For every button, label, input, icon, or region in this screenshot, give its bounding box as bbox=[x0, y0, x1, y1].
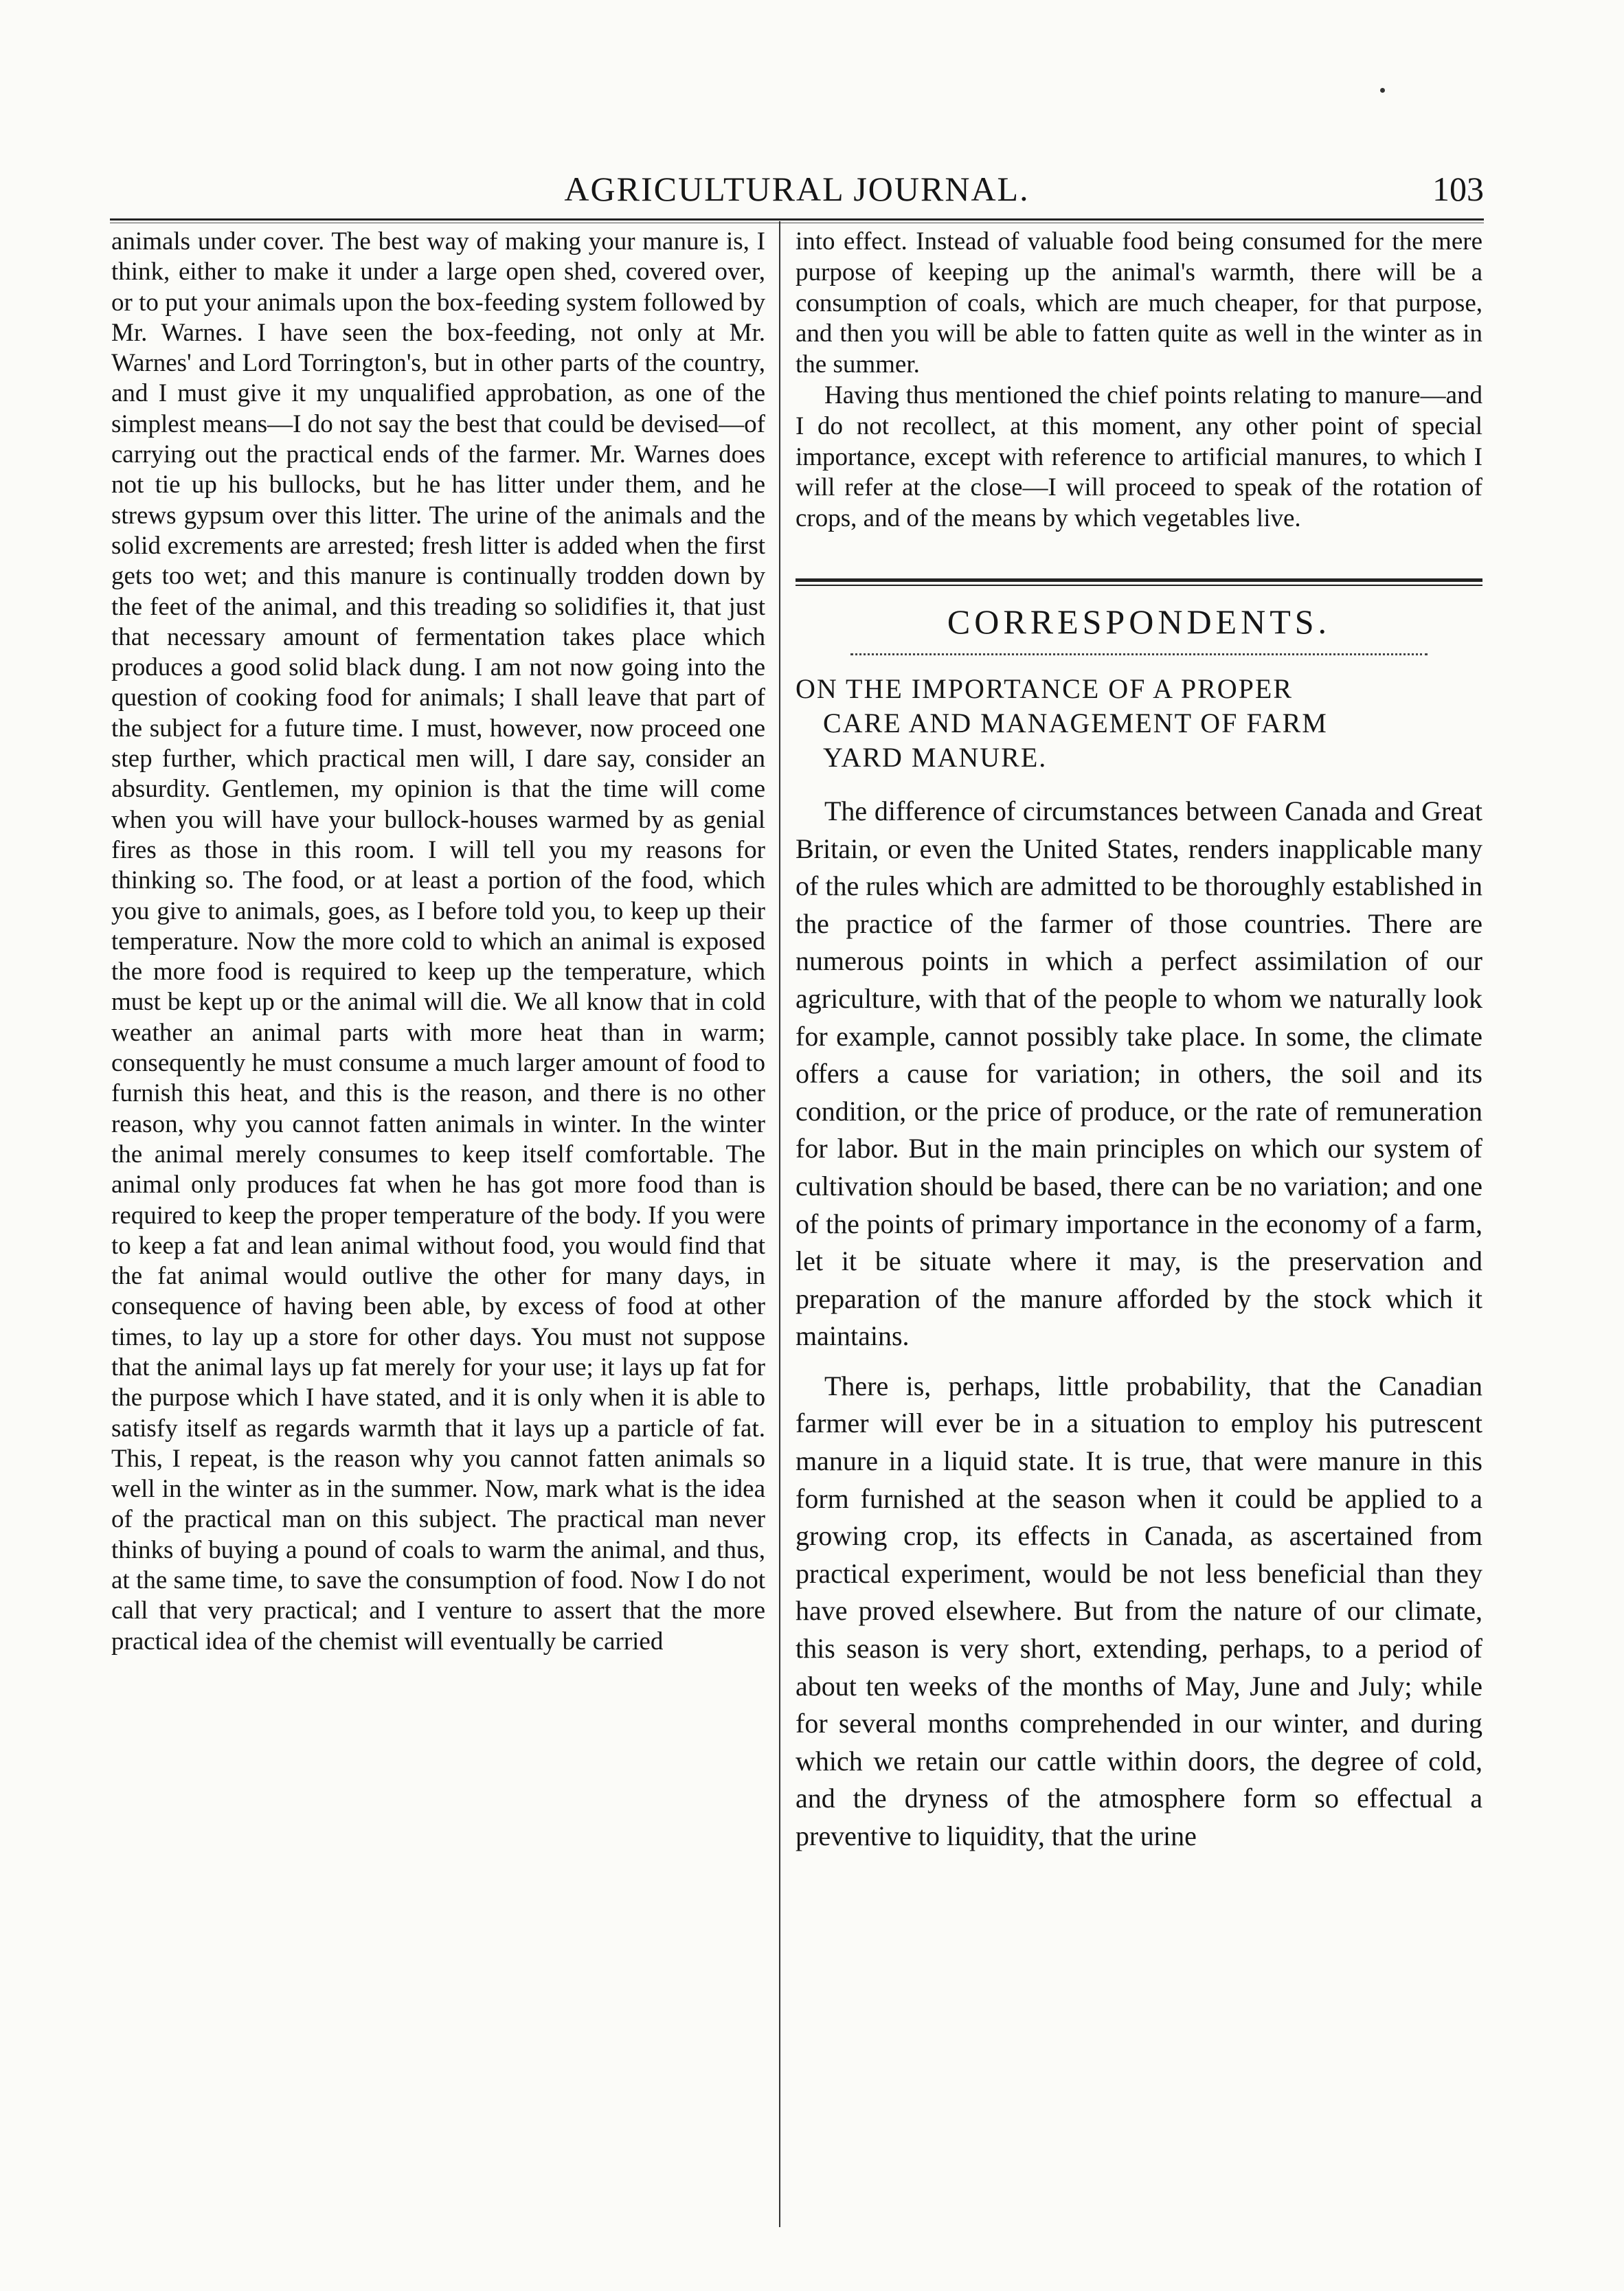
page-header bbox=[110, 169, 1484, 217]
header-rule bbox=[110, 218, 1484, 223]
article-paragraph-2: There is, perhaps, little probability, that the Canadian farmer will ever be in a situation to employ his putrescent manure in a liquid state. It is true, that were manure in this form furnished at the season when it could be applied to a growing crop, its effects in Canada, as ascertained from practical experiment, would be not less beneficial than they have proved elsewhere. But from the nature of our climate, this season is very short, extending, perhaps, to a period of about ten weeks of the months of May, June and July; while for several months comprehended in our winter, and during which we retain our cattle within doors, the degree of cold, and the dryness of the atmosphere form so effectual a preventive to liquidity, that the urine bbox=[796, 1370, 1482, 1851]
article-title bbox=[796, 672, 1482, 775]
running-title: AGRICULTURAL JOURNAL. bbox=[564, 170, 1030, 208]
continued-text bbox=[796, 227, 1482, 534]
left-column-text: animals under cover. The best way of making your manure is, I think, either to make it under a large open shed, covered over, or to put your animals upon the box-feeding system followed by Mr. Warnes. I have seen the box-feeding, not only at Mr. Warnes' and Lord Torrington's, but in other parts of the country, and I must give it my unqualified approbation, as one of the simplest means—I do not say the best that could be devised—of carrying out the practical ends of the farmer. Mr. Warnes does not tie up his bullocks, but he has litter under them, and he strews gypsum over this litter. The urine of the animals and the solid excrements are arrested; fresh litter is added when the first gets too wet; and this manure is continually trodden down by the feet of the animal, and this treading so solidifies it, that just that necessary amount of fermentation takes place which produces a good solid black dung. I am not now going into the question of cooking food for animals; I shall leave that part of the subject for a future time. I must, however, now proceed one step further, which practical men will, I dare say, consider an absurdity. Gentlemen, my opinion is that the time will come when you will have your bullock-houses warmed by as genial fires as those in this room. I will tell you my reasons for thinking so. The food, or at least a portion of the food, which you give to animals, goes, as I before told you, to keep up their temperature. Now the more cold to which an animal is exposed the more food is required to keep up the temperature, which must be kept up or the animal will die. We all know that in cold weather an animal parts with more heat than in warm; consequently he must consume a much larger amount of food to furnish this heat, and this is the reason, and there is no other reason, why you cannot fatten animals in winter. In the winter the animal merely consumes to keep itself comfortable. The animal only produces fat when he has got more food than is required to keep the proper temperature of the body. If you were to keep a fat and lean animal without food, you would find that the fat animal would outlive the other for many days, in consequence of having been able, by excess of food at other times, to lay up a store for other days. You must not suppose that the animal lays up fat merely for your use; it lays up fat for the purpose which I have stated, and it is only when it is able to satisfy itself as regards warmth that it lays up a particle of fat. This, I repeat, is the reason why you cannot fatten animals so well in the winter as in the summer. Now, mark what is the idea of the practical man on this subject. The practical man never thinks of buying a pound of coals to warm the animal, and thus, at the same time, to save the consumption of food. Now I do not call that very practical; and I venture to assert that the more practical idea of the chemist will eventually be carried bbox=[111, 227, 765, 1656]
continued-paragraph-2: Having thus mentioned the chief points relating to manure—and I do not recollect, at this moment, any other point of special importance, except with reference to artificial manures, to which I will refer at the close—I will proceed to speak of the rotation of crops, and of the means by which vegetables live. bbox=[796, 381, 1482, 533]
article-title-line-2: CARE AND MANAGEMENT OF FARM bbox=[823, 707, 1328, 738]
page-number: 103 bbox=[1432, 170, 1484, 208]
ink-speck bbox=[1380, 88, 1385, 93]
ornamental-rule bbox=[850, 646, 1428, 655]
section-rule bbox=[796, 578, 1482, 586]
article-paragraph-1: The difference of circumstances between Canada and Great Britain, or even the United States, renders inapplicable many of the rules which are admitted to be thoroughly established in the practice of the farmer of those countries. There are numerous points in which a perfect assimilation of our agriculture, with that of the people to whom we naturally look for example, cannot possibly take place. In some, the climate offers a cause for variation; in others, the soil and its condition, or the price of produce, or the rate of remuneration for labor. But in the main principles on which our system of cultivation should be based, there can be no variation; and one of the points of primary importance in the economy of a farm, let it be situate where it may, is the preservation and preparation of the manure afforded by the stock which it maintains. bbox=[796, 795, 1482, 1352]
article-body bbox=[796, 793, 1482, 1855]
column-divider bbox=[779, 221, 780, 2227]
left-column bbox=[111, 227, 765, 1657]
continued-paragraph-1: into effect. Instead of valuable food being consumed for the mere purpose of keeping up the animal's warmth, there will be a consumption of coals, which are much cheaper, for that purpose, and then you will be able to fatten quite as well in the winter as in the summer. bbox=[796, 227, 1482, 379]
section-title: CORRESPONDENTS. bbox=[947, 602, 1331, 641]
article-title-line-1: ON THE IMPORTANCE OF A PROPER bbox=[796, 673, 1293, 704]
right-column bbox=[796, 227, 1482, 1855]
article-title-line-3: YARD MANURE. bbox=[823, 741, 1048, 773]
